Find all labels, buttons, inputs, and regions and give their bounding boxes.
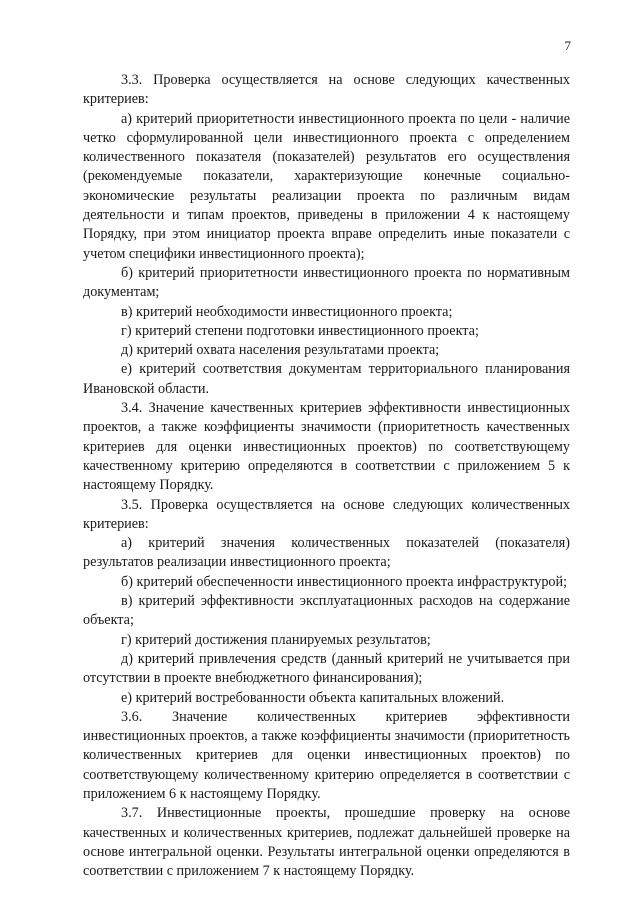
paragraph-3-5: 3.5. Проверка осуществляется на основе следующих количественных критериев: [83, 496, 570, 532]
paragraph-3-3-a: а) критерий приоритетности инвестиционного проекта по цели - наличие четко сформулированной цели инвестиционного проекта с определением количественного показателя (показателей) результатов его осуществления (рекомендуемые показатели, характеризующие конечные социально-экономические результаты реализации проекта по различным видам деятельности и типам проектов, приведены в приложении 4 к настоящему Порядку, при этом инициатор проекта вправе определить иные показатели с учетом специфики инвестиционного проекта); [83, 110, 570, 262]
paragraph-3-3-e: е) критерий соответствия документам территориального планирования Ивановской области. [83, 361, 570, 397]
paragraph-3-4: 3.4. Значение качественных критериев эффективности инвестиционных проектов, а также коэффициенты значимости (приоритетность качественных критериев для оценки инвестиционных проектов) по соответствующему качественному критерию определяются в соответствии с приложением 5 к настоящему Порядку. [83, 400, 570, 494]
page-number: 7 [564, 38, 571, 53]
paragraph-3-3-d: д) критерий охвата населения результатами проекта; [121, 342, 440, 359]
paragraph-3-5-e: е) критерий востребованности объекта капитальных вложений. [121, 689, 505, 706]
paragraph-3-3: 3.3. Проверка осуществляется на основе следующих качественных критериев: [83, 72, 570, 108]
document-body [83, 71, 570, 881]
paragraph-3-6: 3.6. Значение количественных критериев эффективности инвестиционных проектов, а также коэффициенты значимости (приоритетность количественных критериев для оценки инвестиционных проектов) по соответствующему количественному критерию определяется в соответствии с приложением 6 к настоящему Порядку. [83, 708, 570, 802]
paragraph-3-3-b: б) критерий приоритетности инвестиционного проекта по нормативным документам; [83, 264, 570, 301]
paragraph-3-5-a: а) критерий значения количественных показателей (показателя) результатов реализации инвестиционного проекта; [83, 535, 570, 571]
paragraph-3-5-g: г) критерий достижения планируемых результатов; [121, 631, 431, 648]
paragraph-3-7: 3.7. Инвестиционные проекты, прошедшие проверку на основе качественных и количественных критериев, подлежат дальнейшей проверке на основе интегральной оценки. Результаты интегральной оценки определяются в соответствии с приложением 7 к настоящему Порядку. [83, 805, 570, 880]
paragraph-3-5-v: в) критерий эффективности эксплуатационных расходов на содержание объекта; [83, 593, 570, 629]
paragraph-3-3-v: в) критерий необходимости инвестиционного проекта; [121, 303, 453, 320]
paragraph-3-3-g: г) критерий степени подготовки инвестиционного проекта; [121, 322, 479, 339]
paragraph-3-5-d: д) критерий привлечения средств (данный критерий не учитывается при отсутствии в проекте внебюджетного финансирования); [83, 650, 570, 687]
paragraph-3-5-b: б) критерий обеспеченности инвестиционного проекта инфраструктурой; [121, 573, 568, 590]
